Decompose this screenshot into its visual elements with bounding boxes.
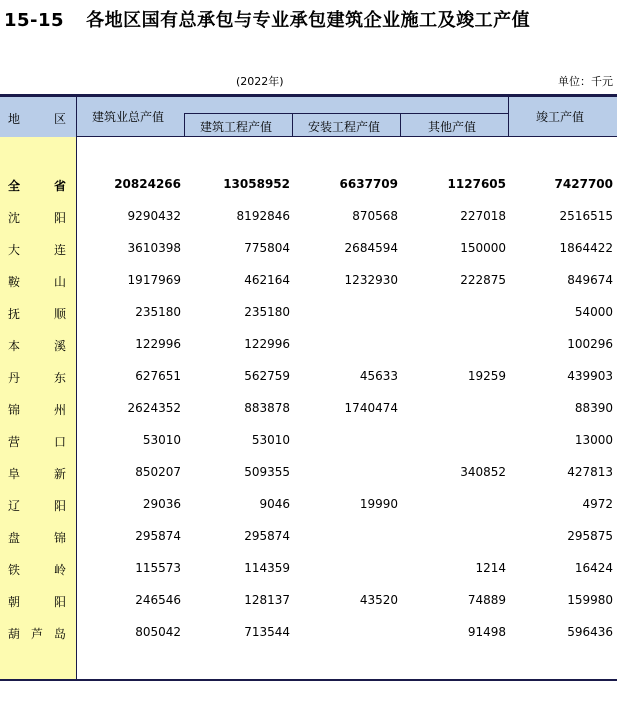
region-name: 盘 锦 [8, 531, 66, 545]
table-cell: 849674 [567, 273, 613, 287]
table-cell: 850207 [135, 465, 181, 479]
region-name: 丹 东 [8, 371, 66, 385]
table-row [0, 497, 617, 517]
region-name: 铁 岭 [8, 563, 66, 577]
table-cell: 6637709 [339, 177, 398, 191]
region-name: 阜 新 [8, 467, 66, 481]
table-cell: 295874 [135, 529, 181, 543]
table-row [0, 337, 617, 357]
table-cell: 295875 [567, 529, 613, 543]
region-name: 葫 芦 岛 [8, 627, 66, 641]
table-row [0, 465, 617, 485]
installation-divider [292, 113, 293, 137]
header-region: 地 区 [8, 112, 66, 126]
table-cell: 7427700 [554, 177, 613, 191]
region-name: 辽 阳 [8, 499, 66, 513]
table-cell: 1740474 [344, 401, 398, 415]
table-cell: 13058952 [223, 177, 290, 191]
table-cell: 235180 [244, 305, 290, 319]
header-total-output: 建筑业总产值 [92, 110, 165, 124]
region-name: 沈 阳 [8, 211, 66, 225]
region-name: 锦 州 [8, 403, 66, 417]
table-cell: 246546 [135, 593, 181, 607]
region-name: 朝 阳 [8, 595, 66, 609]
table-cell: 295874 [244, 529, 290, 543]
table-cell: 1127605 [447, 177, 506, 191]
region-name: 营 口 [8, 435, 66, 449]
table-cell: 19259 [467, 369, 506, 383]
table-cell: 16424 [574, 561, 613, 575]
table-cell: 713544 [244, 625, 290, 639]
table-cell: 43520 [359, 593, 398, 607]
table-number: 15-15 [4, 10, 65, 31]
table-cell: 235180 [135, 305, 181, 319]
table-cell: 1864422 [559, 241, 613, 255]
table-cell: 13000 [574, 433, 613, 447]
table-cell: 159980 [567, 593, 613, 607]
table-cell: 91498 [467, 625, 506, 639]
completed-divider [508, 97, 509, 137]
table-row [0, 369, 617, 389]
table-cell: 114359 [244, 561, 290, 575]
table-cell: 462164 [244, 273, 290, 287]
construction-divider [184, 113, 185, 137]
region-name: 抚 顺 [8, 307, 66, 321]
table-cell: 427813 [567, 465, 613, 479]
table-cell: 805042 [135, 625, 181, 639]
table-cell: 74889 [467, 593, 506, 607]
other-divider [400, 113, 401, 137]
table-row [0, 401, 617, 421]
table-cell: 45633 [359, 369, 398, 383]
table-row [0, 561, 617, 581]
table-cell: 9290432 [127, 209, 181, 223]
table-row [0, 305, 617, 325]
table-cell: 19990 [359, 497, 398, 511]
table-cell: 2516515 [559, 209, 613, 223]
table-cell: 775804 [244, 241, 290, 255]
header-installation: 安装工程产值 [308, 120, 381, 134]
table-row [0, 593, 617, 613]
table-cell: 115573 [135, 561, 181, 575]
table-cell: 627651 [135, 369, 181, 383]
page-title [4, 6, 530, 32]
table-cell: 2684594 [344, 241, 398, 255]
table-cell: 122996 [135, 337, 181, 351]
table-cell: 29036 [142, 497, 181, 511]
region-name: 本 溪 [8, 339, 66, 353]
table-title: 各地区国有总承包与专业承包建筑企业施工及竣工产值 [86, 10, 531, 31]
table-cell: 883878 [244, 401, 290, 415]
table-cell: 227018 [460, 209, 506, 223]
table-row [0, 273, 617, 293]
table-cell: 8192846 [236, 209, 290, 223]
table-cell: 54000 [574, 305, 613, 319]
table-row [0, 433, 617, 453]
table-cell: 53010 [142, 433, 181, 447]
table-cell: 150000 [460, 241, 506, 255]
table-cell: 222875 [460, 273, 506, 287]
table-cell: 9046 [259, 497, 290, 511]
table-row-total [0, 177, 617, 197]
table-cell: 20824266 [114, 177, 181, 191]
table-cell: 562759 [244, 369, 290, 383]
table-cell: 340852 [460, 465, 506, 479]
table-row [0, 241, 617, 261]
table-cell: 1214 [475, 561, 506, 575]
table-cell: 596436 [567, 625, 613, 639]
table-cell: 100296 [567, 337, 613, 351]
table-row [0, 625, 617, 645]
table-cell: 2624352 [127, 401, 181, 415]
table-cell: 53010 [251, 433, 290, 447]
table-cell: 128137 [244, 593, 290, 607]
table-row [0, 529, 617, 549]
header-completed: 竣工产值 [536, 110, 585, 124]
table-year: (2022年) [236, 75, 284, 88]
table-cell: 4972 [582, 497, 613, 511]
region-name: 鞍 山 [8, 275, 66, 289]
table-bottom-rule [0, 679, 617, 681]
table-cell: 88390 [574, 401, 613, 415]
subheader-line [184, 113, 508, 114]
header-construction: 建筑工程产值 [200, 120, 273, 134]
table-cell: 1232930 [344, 273, 398, 287]
region-name: 全 省 [8, 179, 66, 193]
table-cell: 122996 [244, 337, 290, 351]
table-cell: 509355 [244, 465, 290, 479]
table-cell: 3610398 [127, 241, 181, 255]
header-bottom-rule [76, 136, 617, 137]
table-cell: 439903 [567, 369, 613, 383]
table-cell: 870568 [352, 209, 398, 223]
header-other: 其他产值 [428, 120, 477, 134]
region-name: 大 连 [8, 243, 66, 257]
table-unit: 单位：千元 [558, 75, 613, 88]
table-row [0, 209, 617, 229]
table-cell: 1917969 [127, 273, 181, 287]
